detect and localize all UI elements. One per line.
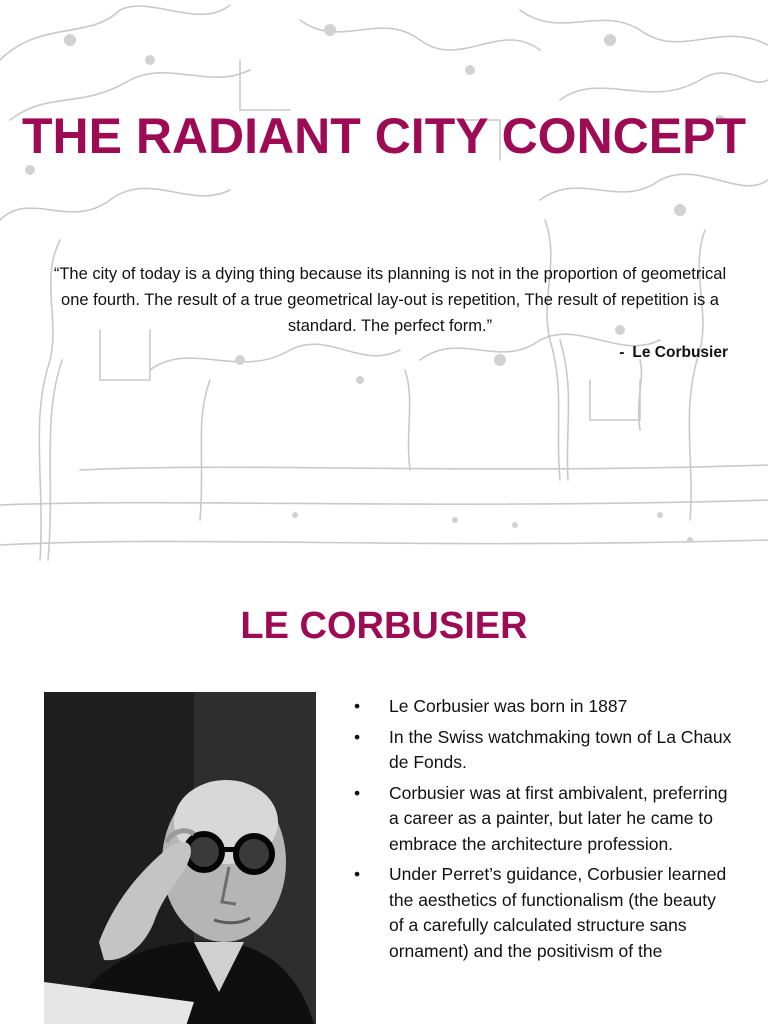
bullet-item: [354, 781, 734, 858]
bullet-text: Under Perret’s guidance, Corbusier learned the aesthetics of functionalism (the beauty of a carefully calculated structure sans ornament) and the positivism of the: [389, 864, 727, 961]
bullet-text: In the Swiss watchmaking town of La Chaux de Fonds.: [389, 726, 732, 772]
slide-title: THE RADIANT CITY CONCEPT: [21, 108, 747, 164]
bullet-item: [354, 862, 734, 964]
bullet-dot: •: [354, 864, 361, 884]
bio-bullet-list: [354, 694, 734, 969]
attribution-author: Le Corbusier: [632, 344, 728, 361]
quote-text: “The city of today is a dying thing because its planning is not in the proportion of geometrical one fourth. The result of a true geometrical lay-out is repetition, The result of repetition is a standard. The perfect form.”: [53, 265, 727, 335]
bullet-item: [354, 725, 734, 776]
bullet-text: Corbusier was at first ambivalent, preferring a career as a painter, but later he came to embrace the architecture profession.: [389, 782, 728, 854]
bullet-dot: •: [354, 726, 361, 747]
slide-title: LE CORBUSIER: [240, 605, 528, 647]
quote-attribution: [619, 344, 728, 362]
attribution-dash: -: [619, 344, 625, 361]
slide-le-corbusier: [0, 576, 768, 1024]
portrait-photo: [44, 692, 316, 1024]
bullet-item: [354, 694, 734, 720]
bullet-dot: •: [354, 782, 361, 803]
bullet-text: Le Corbusier was born in 1887: [389, 696, 628, 716]
bullet-dot: •: [354, 696, 361, 716]
